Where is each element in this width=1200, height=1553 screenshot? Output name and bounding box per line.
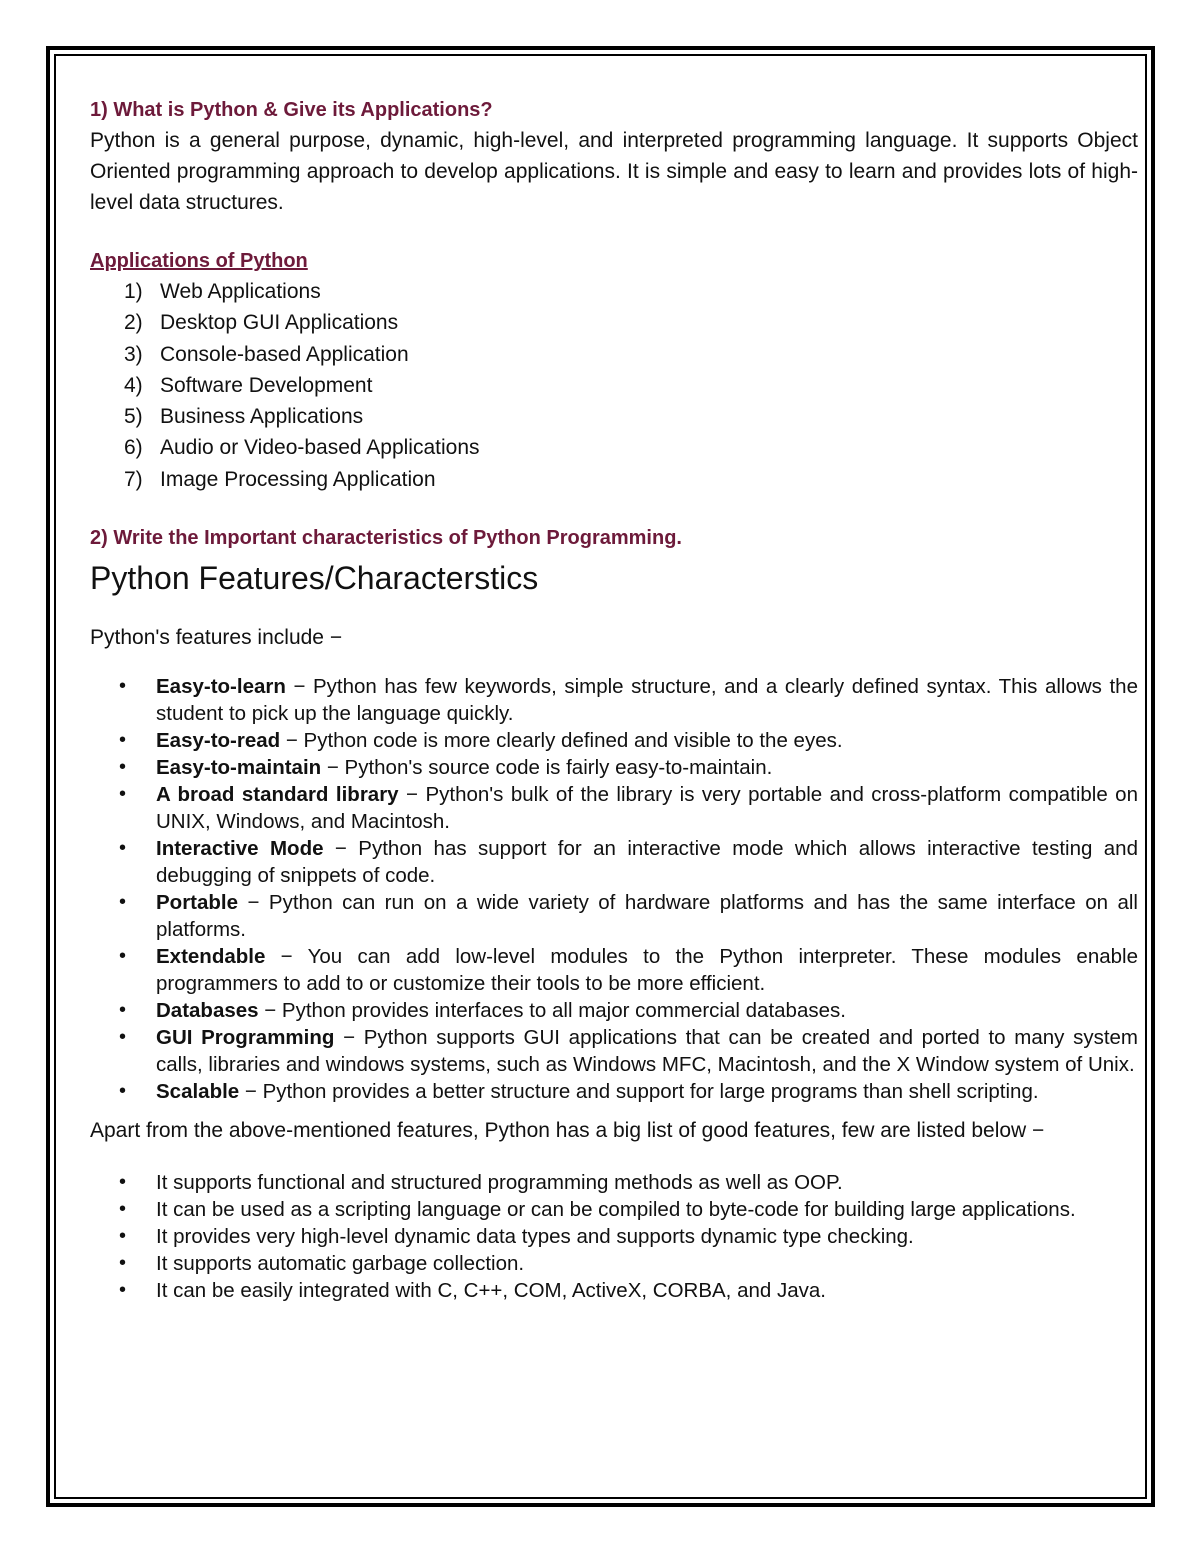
application-number: 6) xyxy=(124,436,143,460)
additional-feature-text: It can be used as a scripting language or can be compiled to byte-code for building large applications. xyxy=(156,1198,1076,1222)
feature-description: − Python has few keywords, simple structure, and a clearly defined syntax. This allows the student to pick up the language quickly. xyxy=(156,675,1138,726)
feature-item xyxy=(90,727,1138,754)
feature-description: − Python supports GUI applications that can be created and ported to many system calls, libraries and windows systems, such as Windows MFC, Macintosh, and the X Window system of Unix. xyxy=(156,1026,1138,1077)
bullet-icon: • xyxy=(119,837,127,860)
feature-description: − You can add low-level modules to the Python interpreter. These modules enable programmers to add to or customize their tools to be more efficient. xyxy=(156,945,1138,996)
feature-term: A broad standard library xyxy=(156,783,399,807)
additional-feature-item xyxy=(90,1223,1138,1250)
application-number: 2) xyxy=(124,311,143,335)
additional-feature-text: It supports functional and structured programming methods as well as OOP. xyxy=(156,1171,843,1195)
feature-description: − Python's source code is fairly easy-to-maintain. xyxy=(321,756,773,780)
feature-term: Scalable xyxy=(156,1080,240,1104)
feature-item xyxy=(90,1024,1138,1078)
feature-description: − Python's bulk of the library is very portable and cross-platform compatible on UNIX, Windows, and Macintosh. xyxy=(156,783,1138,834)
application-number: 1) xyxy=(124,280,143,303)
bullet-icon: • xyxy=(119,945,127,968)
features-title: Python Features/Characterstics xyxy=(90,560,539,597)
feature-description: − Python has support for an interactive mode which allows interactive testing and debugging of snippets of code. xyxy=(156,837,1138,888)
additional-features-list xyxy=(90,1169,1138,1304)
additional-feature-item xyxy=(90,1196,1138,1223)
question-1-heading: 1) What is Python & Give its Applications? xyxy=(90,99,493,121)
features-intro: Python's features include − xyxy=(90,626,343,650)
application-text: Web Applications xyxy=(160,280,321,303)
application-item xyxy=(90,370,1138,401)
feature-description: − Python provides a better structure and support for large programs than shell scripting. xyxy=(239,1080,1039,1104)
bullet-icon: • xyxy=(119,1080,127,1103)
application-item xyxy=(90,464,1138,495)
feature-item xyxy=(90,673,1138,727)
features-list xyxy=(90,673,1138,1105)
application-text: Console-based Application xyxy=(160,342,409,366)
additional-feature-text: It supports automatic garbage collection. xyxy=(156,1252,525,1276)
application-number: 5) xyxy=(124,405,143,429)
additional-feature-item xyxy=(90,1250,1138,1277)
feature-term: Portable xyxy=(156,891,239,915)
additional-feature-text: It can be easily integrated with C, C++, COM, ActiveX, CORBA, and Java. xyxy=(156,1279,826,1303)
application-text: Business Applications xyxy=(160,405,364,429)
feature-item xyxy=(90,781,1138,835)
bullet-icon: • xyxy=(119,999,127,1022)
application-text: Audio or Video-based Applications xyxy=(160,436,480,460)
bullet-icon: • xyxy=(119,1198,127,1221)
applications-heading: Applications of Python xyxy=(90,250,308,272)
feature-term: Easy-to-learn xyxy=(156,675,286,699)
feature-item xyxy=(90,997,1138,1024)
feature-term: Easy-to-read xyxy=(156,729,281,753)
application-item xyxy=(90,276,1138,307)
feature-item xyxy=(90,1078,1138,1105)
bullet-icon: • xyxy=(119,1252,127,1275)
bullet-icon: • xyxy=(119,1171,127,1194)
additional-feature-item xyxy=(90,1169,1138,1196)
applications-list xyxy=(90,276,1138,495)
feature-item xyxy=(90,835,1138,889)
feature-term: Extendable xyxy=(156,945,266,969)
application-number: 3) xyxy=(124,342,143,366)
application-text: Desktop GUI Applications xyxy=(160,311,399,335)
feature-item xyxy=(90,943,1138,997)
application-item xyxy=(90,432,1138,463)
bullet-icon: • xyxy=(119,756,127,779)
additional-features-intro: Apart from the above-mentioned features, Python has a big list of good features, few are listed below − xyxy=(90,1119,1045,1143)
application-item xyxy=(90,307,1138,338)
application-item xyxy=(90,401,1138,432)
bullet-icon: • xyxy=(119,891,127,914)
additional-feature-text: It provides very high-level dynamic data types and supports dynamic type checking. xyxy=(156,1225,914,1249)
application-number: 7) xyxy=(124,467,143,491)
additional-feature-item xyxy=(90,1277,1138,1304)
feature-term: Interactive Mode xyxy=(156,837,324,861)
feature-item xyxy=(90,889,1138,943)
feature-description: − Python code is more clearly defined and visible to the eyes. xyxy=(280,729,843,753)
bullet-icon: • xyxy=(119,729,127,752)
bullet-icon: • xyxy=(119,1026,127,1049)
feature-item xyxy=(90,754,1138,781)
document-content xyxy=(90,95,1138,1304)
bullet-icon: • xyxy=(119,675,127,698)
bullet-icon: • xyxy=(119,1225,127,1248)
application-item xyxy=(90,339,1138,370)
application-text: Image Processing Application xyxy=(160,467,436,491)
feature-term: Easy-to-maintain xyxy=(156,756,322,780)
question-2-heading: 2) Write the Important characteristics of Python Programming. xyxy=(90,527,682,550)
bullet-icon: • xyxy=(119,783,127,806)
feature-description: − Python provides interfaces to all major commercial databases. xyxy=(258,999,846,1023)
question-1-answer: Python is a general purpose, dynamic, high-level, and interpreted programming language. It supports Object Oriented programming approach to develop applications. It is simple and easy to learn and provides lots of high-level data structures. xyxy=(90,129,1138,214)
bullet-icon: • xyxy=(119,1279,127,1302)
application-number: 4) xyxy=(124,373,143,397)
feature-description: − Python can run on a wide variety of hardware platforms and has the same interface on all platforms. xyxy=(156,891,1138,942)
feature-term: GUI Programming xyxy=(156,1026,335,1050)
feature-term: Databases xyxy=(156,999,259,1023)
application-text: Software Development xyxy=(160,373,373,397)
